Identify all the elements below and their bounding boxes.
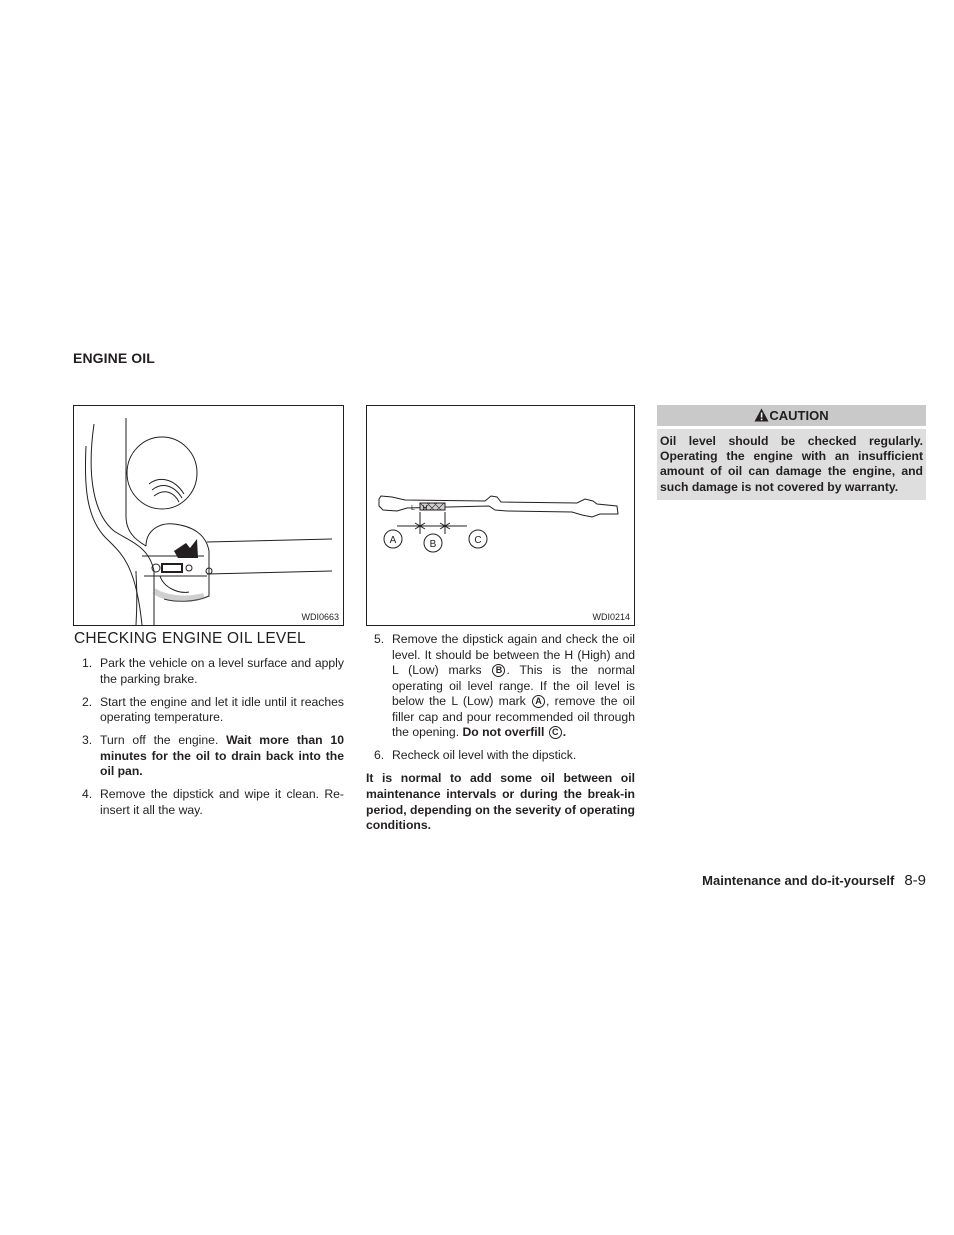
list-item — [74, 733, 344, 780]
engine-bay-drawing — [74, 406, 343, 625]
list-item — [74, 695, 344, 726]
dipstick-illustration — [366, 405, 635, 626]
step-number: 5. — [374, 632, 385, 646]
figure-code-left: WDI0663 — [301, 612, 339, 622]
step-number: 6. — [374, 748, 385, 762]
label-a: A — [389, 535, 397, 546]
step-text: Start the engine and let it idle until it reaches operating temperature. — [100, 694, 344, 724]
dipstick-lh-text: L H — [411, 505, 428, 512]
list-item — [74, 787, 344, 818]
page-footer — [702, 872, 926, 889]
step-bold-text: Do not overfill — [462, 725, 548, 739]
steps-list-left — [74, 656, 344, 826]
list-item — [74, 656, 344, 687]
label-c: C — [474, 535, 482, 546]
caution-body: Oil level should be checked regularly. Operating the engine with an insufficient amount of oil can damage the engine, and such damage is not covered by warranty. — [657, 429, 926, 500]
label-b: B — [429, 539, 437, 550]
step-text: . This is the normal operating oil level range. If the oil level is below the L (Low) mark — [392, 663, 636, 708]
step-bold-text: Wait more than 10 minutes for the oil to drain back into the oil pan. — [100, 733, 344, 778]
caution-box — [657, 405, 926, 500]
chapter-title: Maintenance and do-it-yourself — [702, 873, 895, 888]
section-title: ENGINE OIL — [73, 350, 155, 366]
warning-icon — [754, 408, 769, 422]
page-number: 8-9 — [904, 872, 926, 889]
step-number: 4. — [82, 787, 93, 801]
normal-oil-note: It is normal to add some oil between oil maintenance intervals or during the break-in period, depending on the severity of operating conditions. — [366, 771, 635, 833]
step-end-punct: . — [562, 725, 567, 739]
step-number: 1. — [82, 656, 93, 670]
step-text: Remove the dipstick again and check the oil level. It should be between the H (High) and L (Low) marks — [392, 632, 635, 677]
figure-code-right: WDI0214 — [592, 612, 630, 622]
list-item — [366, 748, 635, 764]
engine-bay-illustration — [73, 405, 344, 626]
mark-a-icon: A — [532, 695, 545, 708]
step-text: , remove the oil filler cap and pour recommended oil through the opening. — [392, 694, 635, 739]
dipstick-drawing — [367, 406, 634, 625]
step-number: 3. — [82, 733, 93, 747]
caution-title: CAUTION — [769, 408, 829, 423]
steps-list-right — [366, 632, 635, 771]
caution-header — [657, 405, 926, 426]
step-text: Turn off the engine. — [100, 733, 227, 747]
step-text: Recheck oil level with the dipstick. — [392, 748, 577, 762]
list-item — [366, 632, 635, 741]
mark-b-icon: B — [492, 664, 505, 677]
step-text: Park the vehicle on a level surface and apply the parking brake. — [100, 656, 344, 686]
step-number: 2. — [82, 694, 93, 709]
mark-c-icon: C — [549, 726, 562, 739]
subheading: CHECKING ENGINE OIL LEVEL — [74, 630, 306, 647]
step-text: Remove the dipstick and wipe it clean. Re-insert it all the way. — [100, 787, 344, 817]
